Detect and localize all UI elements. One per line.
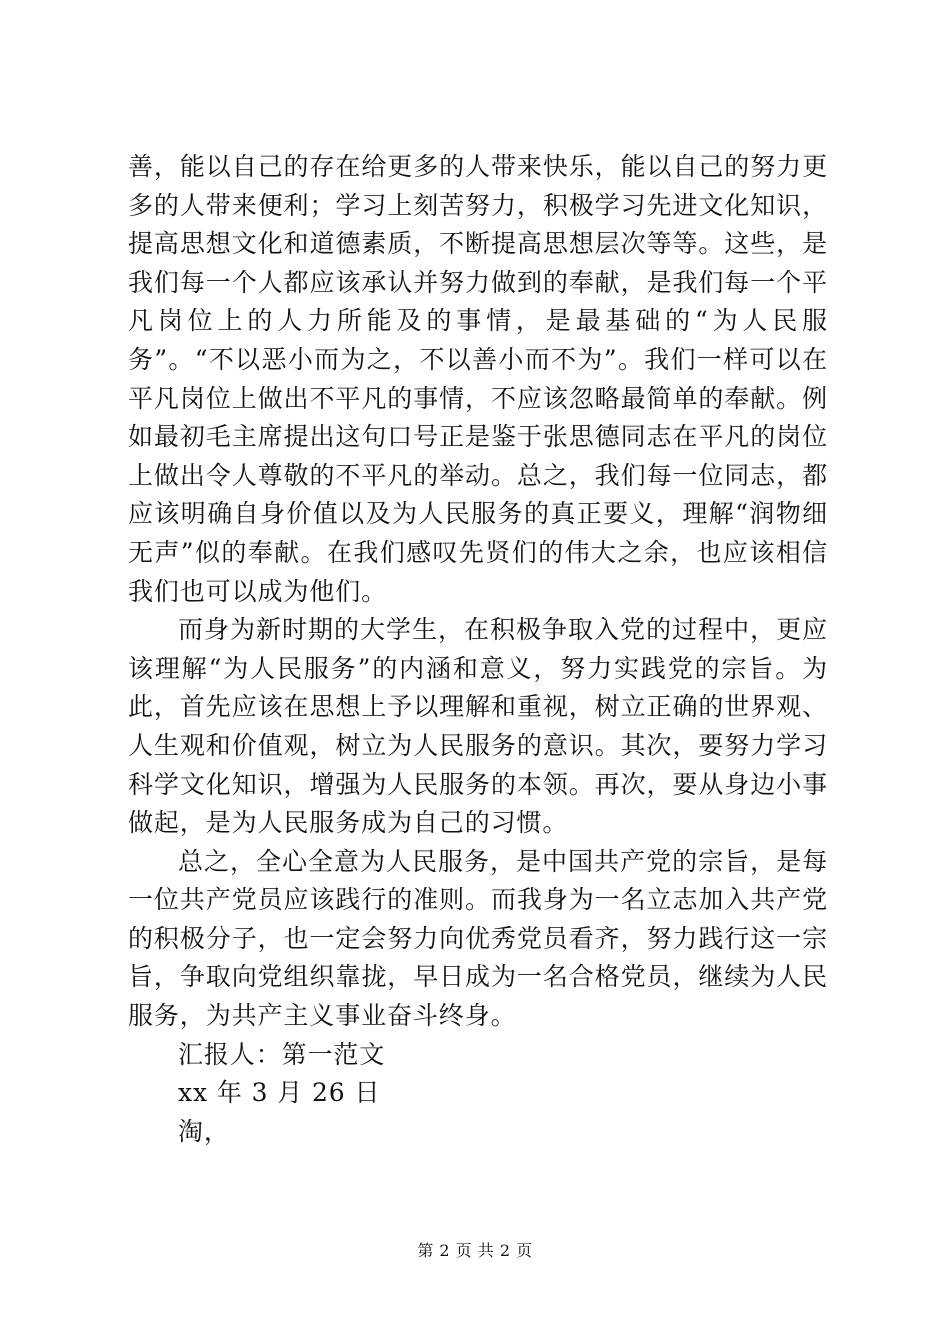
signature-trailing-text: 淘， (178, 1116, 230, 1146)
page-footer (0, 1238, 950, 1261)
page-number: 第 2 页 共 2 页 (417, 1241, 533, 1260)
body-paragraph-2: 而身为新时期的大学生，在积极争取入党的过程中，更应该理解“为人民服务”的内涵和意义，努力实践党的宗旨。为此，首先应该在思想上予以理解和重视，树立正确的世界观、人生观和价值观，树立为人民服务的意识。其次，要努力学习科学文化知识，增强为人民服务的本领。再次，要从身边小事做起，是为人民服务成为自己的习惯。 (128, 615, 828, 838)
signature-reporter: 汇报人：第一范文 (178, 1039, 386, 1069)
document-body (128, 148, 828, 1151)
body-paragraph-1: 善，能以自己的存在给更多的人带来快乐，能以自己的努力更多的人带来便利；学习上刻苦努力，积极学习先进文化知识，提高思想文化和道德素质，不断提高思想层次等等。这些，是我们每一个人都应该承认并努力做到的奉献，是我们每一个平凡岗位上的人力所能及的事情，是最基础的“为人民服务”。“不以恶小而为之，不以善小而不为”。我们一样可以在平凡岗位上做出不平凡的事情，不应该忽略最简单的奉献。例如最初毛主席提出这句口号正是鉴于张思德同志在平凡的岗位上做出令人尊敬的不平凡的举动。总之，我们每一位同志，都应该明确自身价值以及为人民服务的真正要义，理解“润物细无声”似的奉献。在我们感叹先贤们的伟大之余，也应该相信我们也可以成为他们。 (128, 152, 828, 606)
body-paragraph-3: 总之，全心全意为人民服务，是中国共产党的宗旨，是每一位共产党员应该践行的准则。而我身为一名立志加入共产党的积极分子，也一定会努力向优秀党员看齐，努力践行这一宗旨，争取向党组织靠拢，早日成为一名合格党员，继续为人民服务，为共产主义事业奋斗终身。 (128, 846, 828, 1031)
signature-date: xx 年 3 月 26 日 (178, 1078, 381, 1108)
